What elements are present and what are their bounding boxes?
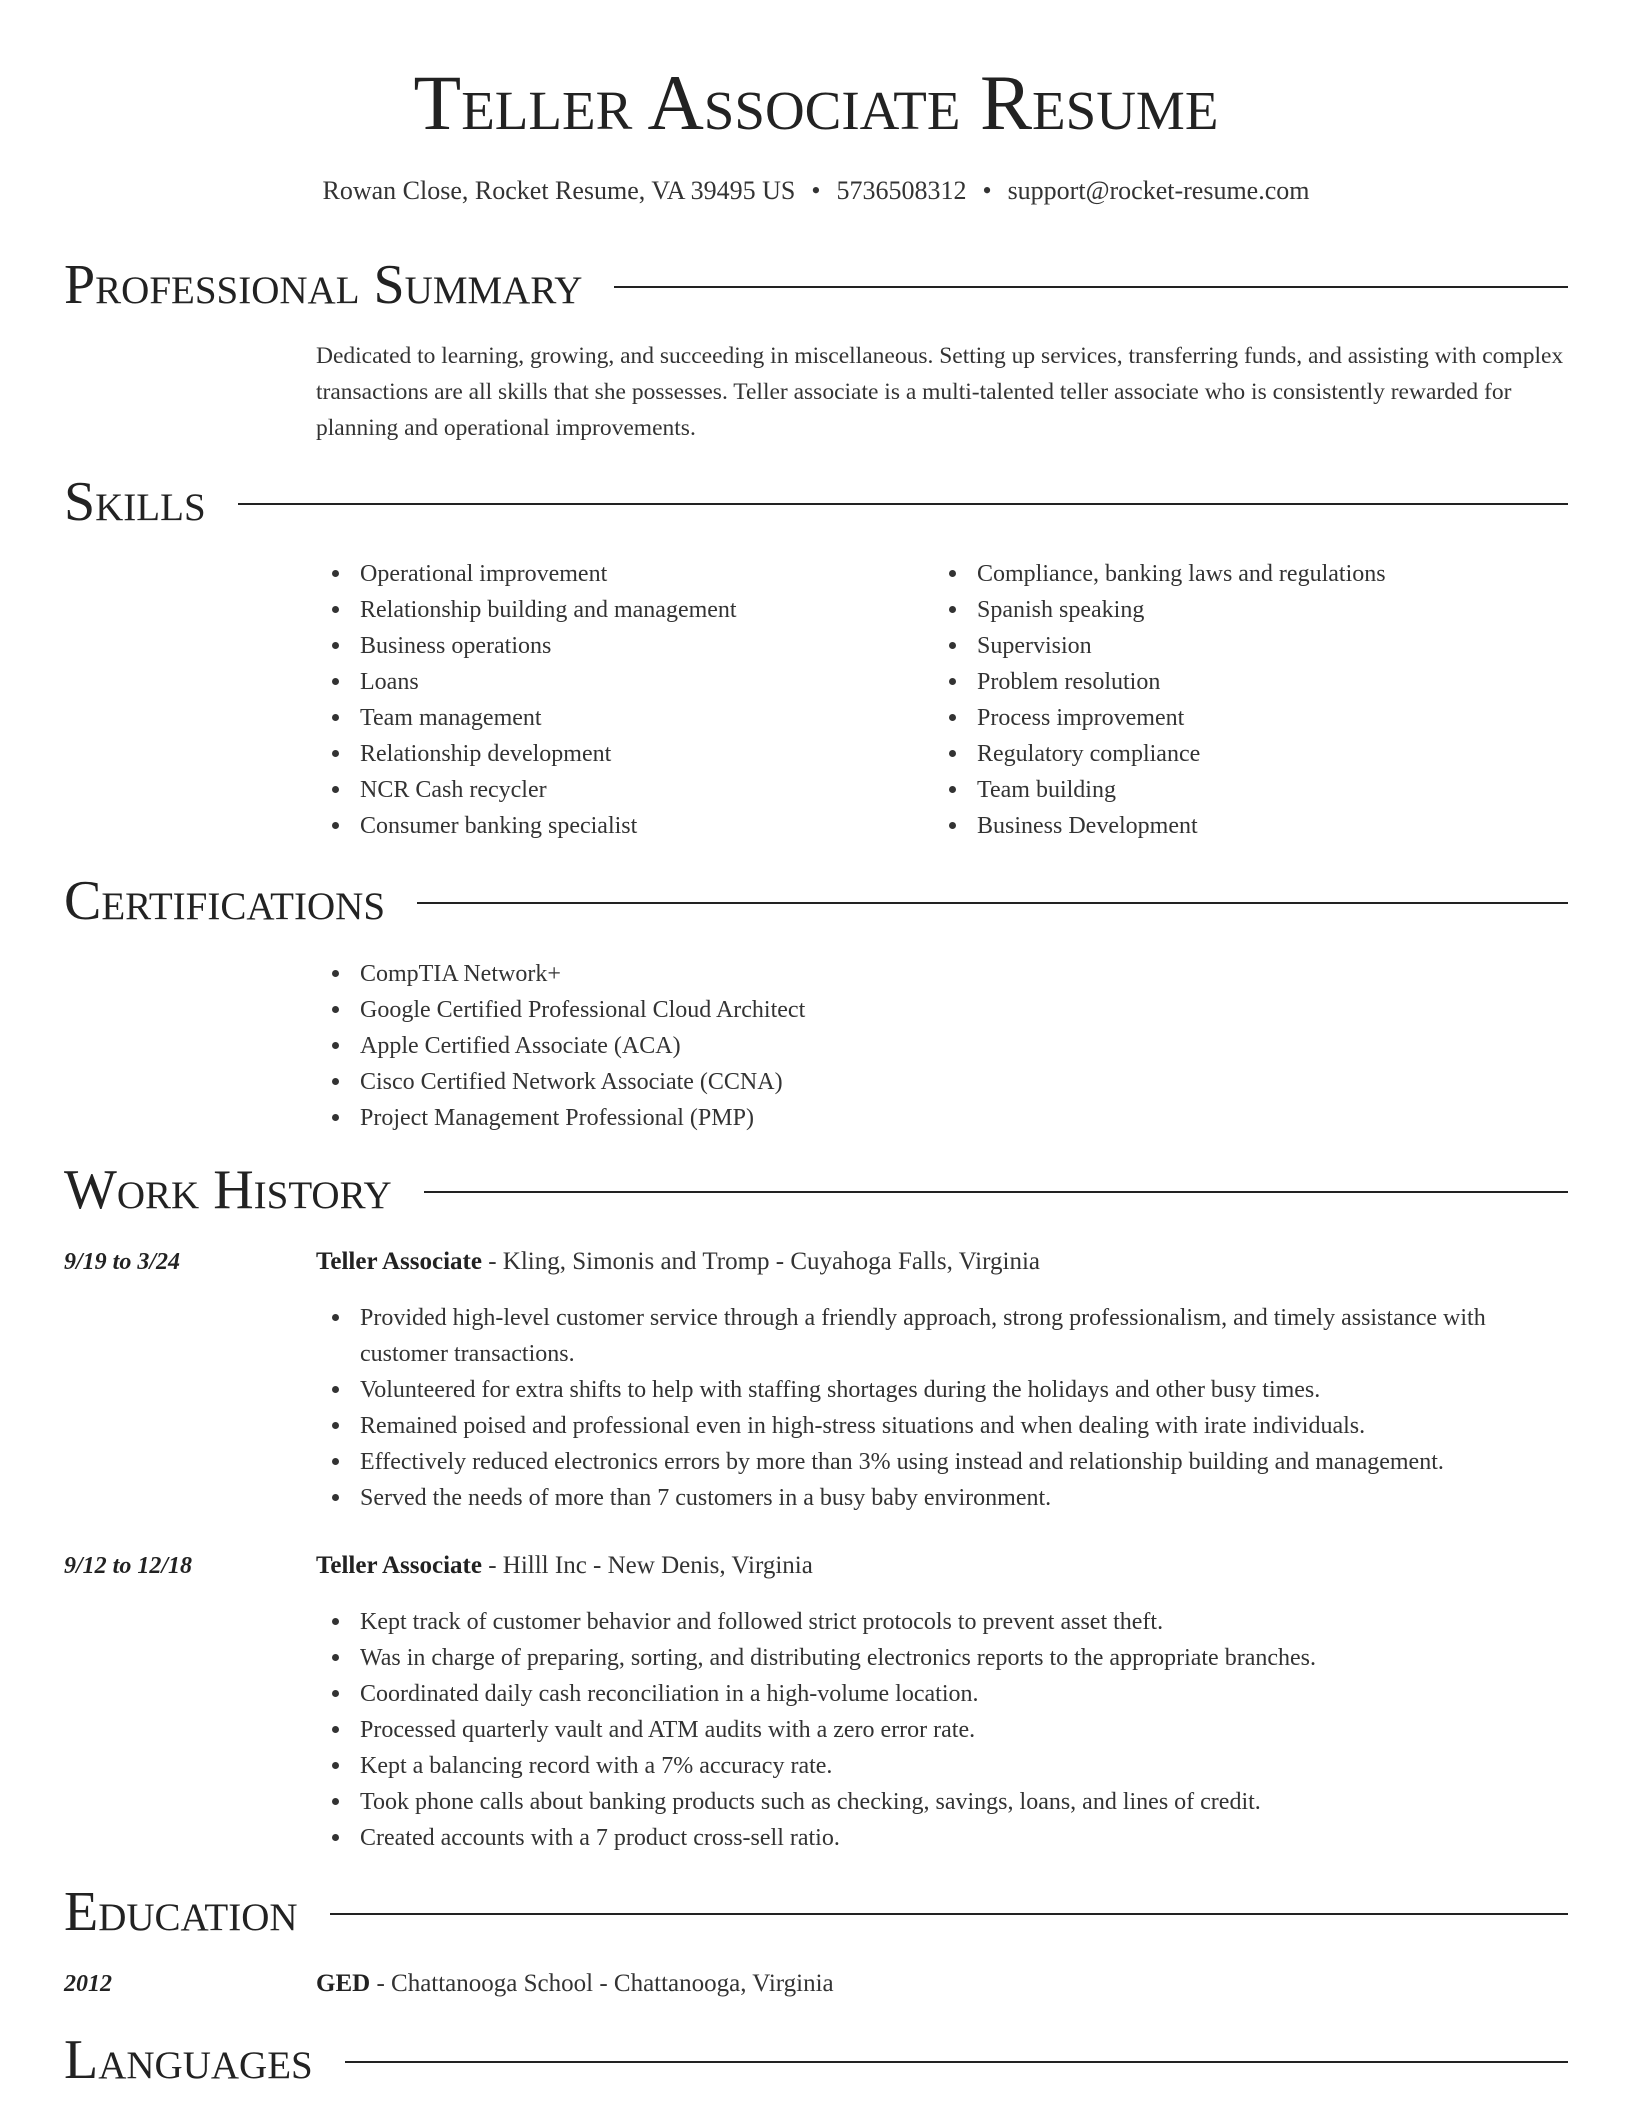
- list-item: [316, 700, 916, 736]
- list-item-text: Process improvement: [977, 705, 1185, 731]
- bullet-icon: [332, 1654, 339, 1661]
- bullet-icon: [332, 970, 339, 977]
- list-item: [316, 808, 916, 844]
- list-item: [316, 592, 916, 628]
- bullet-icon: [949, 750, 956, 757]
- bullet-icon: [332, 1386, 339, 1393]
- bullet-icon: [332, 678, 339, 685]
- list-item-text: Created accounts with a 7 product cross-sell ratio.: [360, 1825, 840, 1851]
- job-title-line: [316, 1248, 1040, 1276]
- list-item: [316, 736, 916, 772]
- list-item: [933, 664, 1573, 700]
- skills-list-right: [933, 556, 1573, 844]
- list-item-text: Spanish speaking: [977, 597, 1145, 623]
- list-item-text: Regulatory compliance: [977, 741, 1201, 767]
- education-line: [316, 1970, 834, 1998]
- list-item-text: Team building: [977, 777, 1116, 803]
- list-item: [316, 1748, 1578, 1784]
- list-item: [316, 1640, 1578, 1676]
- list-item: [316, 1028, 1316, 1064]
- list-item: [933, 772, 1573, 808]
- list-item-text: Processed quarterly vault and ATM audits with a zero error rate.: [360, 1717, 976, 1743]
- list-item: [316, 1064, 1316, 1100]
- bullet-icon: [332, 1006, 339, 1013]
- section-title-education: Education: [64, 1881, 298, 1943]
- bullet-icon: [949, 714, 956, 721]
- section-header-skills: [64, 470, 1568, 534]
- bullet-icon: [332, 1798, 339, 1805]
- section-divider: [424, 1191, 1568, 1193]
- bullet-icon: [332, 642, 339, 649]
- list-item: [933, 592, 1573, 628]
- list-item: [316, 1784, 1578, 1820]
- job-bullets: [316, 1300, 1578, 1516]
- list-item-text: Google Certified Professional Cloud Architect: [360, 997, 806, 1023]
- section-divider: [614, 286, 1568, 288]
- bullet-icon: [332, 570, 339, 577]
- bullet-icon: [332, 1618, 339, 1625]
- list-item-text: Remained poised and professional even in high-stress situations and when dealing with irate individuals.: [360, 1413, 1366, 1439]
- section-header-work-history: [64, 1158, 1568, 1222]
- job-dates: 9/12 to 12/18: [64, 1553, 193, 1579]
- job-bullets: [316, 1604, 1578, 1856]
- job-role: Teller Associate: [316, 1248, 482, 1275]
- job-title-line: [316, 1552, 813, 1580]
- bullet-icon: [332, 750, 339, 757]
- bullet-icon: [332, 1314, 339, 1321]
- list-item: [316, 556, 916, 592]
- list-item: [316, 1676, 1578, 1712]
- list-item: [316, 1820, 1578, 1856]
- bullet-icon: [332, 1042, 339, 1049]
- bullet-icon: [949, 606, 956, 613]
- list-item-text: Was in charge of preparing, sorting, and distributing electronics reports to the appropriate branches.: [360, 1645, 1316, 1671]
- list-item: [316, 992, 1316, 1028]
- list-item-text: Effectively reduced electronics errors by more than 3% using instead and relationship building and management.: [360, 1449, 1444, 1475]
- list-item: [316, 664, 916, 700]
- list-item: [316, 1100, 1316, 1136]
- education-details: - Chattanooga School - Chattanooga, Virginia: [370, 1970, 834, 1997]
- list-item-text: CompTIA Network+: [360, 961, 561, 987]
- education-degree: GED: [316, 1970, 371, 1997]
- section-title-skills: Skills: [64, 471, 206, 533]
- list-item-text: Loans: [360, 669, 419, 695]
- list-item: [316, 1712, 1578, 1748]
- bullet-icon: [332, 714, 339, 721]
- list-item-text: Relationship development: [360, 741, 612, 767]
- skills-list-left: [316, 556, 916, 844]
- bullet-icon: [332, 1114, 339, 1121]
- bullet-icon: [332, 1078, 339, 1085]
- list-item: [316, 1444, 1578, 1480]
- section-title-summary: Professional Summary: [64, 254, 583, 316]
- section-divider: [417, 902, 1568, 904]
- job-dates: 9/19 to 3/24: [64, 1249, 181, 1275]
- list-item-text: Served the needs of more than 7 customers in a busy baby environment.: [360, 1485, 1052, 1511]
- list-item: [933, 808, 1573, 844]
- section-header-education: [64, 1880, 1568, 1944]
- list-item: [316, 1408, 1578, 1444]
- section-header-summary: [64, 253, 1568, 317]
- bullet-icon: [332, 1422, 339, 1429]
- list-item: [933, 628, 1573, 664]
- bullet-icon: [332, 1762, 339, 1769]
- list-item-text: Consumer banking specialist: [360, 813, 638, 839]
- list-item-text: Kept a balancing record with a 7% accuracy rate.: [360, 1753, 833, 1779]
- section-title-certifications: Certifications: [64, 870, 386, 932]
- list-item-text: Provided high-level customer service through a friendly approach, strong professionalism, and timely assistance with customer transactions.: [360, 1305, 1486, 1367]
- list-item-text: Coordinated daily cash reconciliation in a high-volume location.: [360, 1681, 979, 1707]
- summary-text: Dedicated to learning, growing, and succeeding in miscellaneous. Setting up services, transferring funds, and assisting with complex transactions are all skills that she possesses. Teller associate is a multi-talented teller associate who is consistently rewarded for planning and operational improvements.: [316, 343, 1564, 441]
- contact-line: [0, 174, 1632, 208]
- bullet-icon: [949, 786, 956, 793]
- bullet-icon: [949, 570, 956, 577]
- list-item-text: Operational improvement: [360, 561, 608, 587]
- list-item: [316, 1604, 1578, 1640]
- list-item-text: Relationship building and management: [360, 597, 737, 623]
- list-item-text: Business Development: [977, 813, 1198, 839]
- bullet-icon: [332, 1458, 339, 1465]
- list-item: [316, 772, 916, 808]
- bullet-icon: [332, 822, 339, 829]
- section-header-languages: [64, 2028, 1568, 2092]
- certifications-list: [316, 956, 1316, 1136]
- list-item-text: Team management: [360, 705, 542, 731]
- education-year: 2012: [64, 1971, 112, 1997]
- list-item-text: NCR Cash recycler: [360, 777, 547, 803]
- bullet-icon: [949, 642, 956, 649]
- section-title-languages: Languages: [64, 2029, 313, 2091]
- bullet-icon: [332, 1726, 339, 1733]
- list-item-text: Compliance, banking laws and regulations: [977, 561, 1386, 587]
- list-item: [316, 956, 1316, 992]
- contact-phone: 5736508312: [836, 176, 967, 205]
- list-item-text: Cisco Certified Network Associate (CCNA): [360, 1069, 783, 1095]
- list-item: [316, 1372, 1578, 1408]
- list-item-text: Problem resolution: [977, 669, 1161, 695]
- list-item-text: Took phone calls about banking products such as checking, savings, loans, and lines of credit.: [360, 1789, 1261, 1815]
- resume-title: Teller Associate Resume: [413, 59, 1219, 146]
- section-title-work-history: Work History: [64, 1159, 392, 1221]
- list-item: [933, 556, 1573, 592]
- list-item-text: Supervision: [977, 633, 1092, 659]
- list-item-text: Kept track of customer behavior and followed strict protocols to prevent asset theft.: [360, 1609, 1164, 1635]
- section-divider: [345, 2061, 1568, 2063]
- list-item: [316, 1480, 1578, 1516]
- list-item-text: Apple Certified Associate (ACA): [360, 1033, 681, 1059]
- section-divider: [238, 503, 1568, 505]
- job-role: Teller Associate: [316, 1552, 482, 1579]
- list-item-text: Volunteered for extra shifts to help with staffing shortages during the holidays and other busy times.: [360, 1377, 1321, 1403]
- list-item: [933, 736, 1573, 772]
- job-details: - Hilll Inc - New Denis, Virginia: [481, 1552, 813, 1579]
- bullet-icon: [332, 786, 339, 793]
- separator-dot: •: [811, 176, 821, 205]
- separator-dot: •: [982, 176, 992, 205]
- list-item: [933, 700, 1573, 736]
- list-item: [316, 1300, 1578, 1372]
- list-item-text: Business operations: [360, 633, 552, 659]
- contact-email: support@rocket-resume.com: [1007, 176, 1310, 205]
- list-item: [316, 628, 916, 664]
- contact-address: Rowan Close, Rocket Resume, VA 39495 US: [322, 176, 796, 205]
- bullet-icon: [949, 678, 956, 685]
- bullet-icon: [332, 1690, 339, 1697]
- job-details: - Kling, Simonis and Tromp - Cuyahoga Falls, Virginia: [481, 1248, 1040, 1275]
- bullet-icon: [332, 1834, 339, 1841]
- bullet-icon: [332, 606, 339, 613]
- section-divider: [330, 1913, 1568, 1915]
- bullet-icon: [949, 822, 956, 829]
- list-item-text: Project Management Professional (PMP): [360, 1105, 754, 1131]
- section-header-certifications: [64, 869, 1568, 933]
- bullet-icon: [332, 1494, 339, 1501]
